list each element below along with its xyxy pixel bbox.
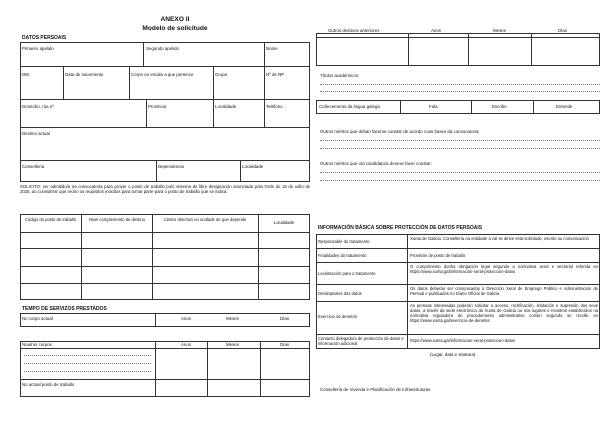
dependency-label: Dependencia (158, 164, 184, 169)
row-divider (20, 348, 310, 349)
dp-label-responsible: Responsable do tratamento (318, 239, 370, 244)
personal-data-box (20, 42, 310, 182)
row-divider (316, 334, 600, 335)
col-divider (155, 313, 156, 327)
group-label: Grupo (215, 72, 228, 77)
dp-label-legitimation: Lexitimación para o tratamento (318, 271, 376, 276)
merits-call-label: Outros méritos que deban facerse constar de acordo coas bases da convocatoria: (320, 129, 480, 134)
row-divider (20, 127, 310, 128)
table-divider (20, 248, 310, 249)
prev-months-label: Meses (493, 28, 506, 33)
row-divider (316, 301, 600, 302)
merits-other-label: Outros méritos que o/a candidato/a desexe facer constar: (320, 161, 432, 166)
galician-label: Coñecemento da lingua galega (319, 104, 380, 109)
months-label-2: Meses (226, 342, 239, 347)
col-divider (533, 100, 534, 114)
row-divider (316, 284, 600, 285)
dp-label-rights: Exercicio de dereitos (318, 314, 357, 319)
galician-speak-label: Fala (429, 104, 438, 109)
col-divider (213, 99, 214, 127)
table-divider (20, 232, 310, 233)
col-divider (240, 160, 241, 182)
col-divider (264, 99, 265, 127)
prev-posts-label: Outros destinos anteriores (328, 28, 380, 33)
prev-days-label: Días (558, 28, 568, 33)
months-label: Meses (226, 316, 239, 321)
col-divider (146, 99, 147, 127)
current-job-label: No actual posto de traballo (22, 382, 75, 387)
current-post-label: Destino actual (22, 131, 50, 136)
row-divider (316, 37, 600, 38)
dni-label: DNI (22, 72, 30, 77)
dotted-line (24, 363, 151, 364)
posts-header-unit: Centro directivo ou unidade de que depende (163, 217, 247, 222)
posts-header-level: Nivel complemento de destino (88, 217, 146, 222)
posts-header-code: Código do posto de traballo (24, 217, 77, 222)
days-label: Días (280, 316, 290, 321)
province-label: Provincia (148, 104, 167, 109)
dp-value-contact: https://www.xunta.gal/informacion-xeral-proteccion-datos (410, 338, 516, 343)
col-divider (260, 341, 261, 397)
form-title: Modelo de solicitude (142, 25, 208, 32)
dp-value-recipients: Os datos deberán ser comunicados á Dirección Xeral de Emprego Público e Administración de Persoal e publicados no Diario Oficial de Galicia (410, 286, 598, 297)
col-divider (531, 33, 532, 66)
col-divider (407, 234, 408, 349)
dp-value-legitimation: O cumprimento dunha obrigación legal segundo a normativa xeral e sectorial referida en https://www.xunta.gal/informacion-xeral-proteccion-datos (410, 264, 598, 275)
table-divider (258, 214, 259, 300)
prev-years-label: Anos (431, 28, 442, 33)
dotted-line (320, 91, 600, 92)
col-divider (207, 341, 208, 397)
name-label: Nome (266, 46, 278, 51)
row-divider (316, 262, 600, 263)
table-divider (20, 283, 310, 284)
col-divider (213, 66, 214, 99)
dp-label-contact: Contacto delegado/a de protección de datos e información adicional (318, 336, 404, 347)
years-label: Anos (181, 316, 192, 321)
col-divider (264, 42, 265, 66)
dp-label-purpose: Finalidades do tratamento (318, 253, 367, 258)
row-divider (20, 379, 310, 380)
other-corps-label: Noutros corpos (22, 342, 52, 347)
posts-header-locality: Localidade (273, 220, 295, 225)
annex-title: ANEXO II (160, 16, 190, 23)
signature-label: (Lugar, data e sinatura) (430, 352, 476, 357)
addressee-label: Consellería de Vivenda e Planificación de Infraestruturas (320, 387, 431, 392)
dotted-line (24, 371, 151, 372)
service-other-box (20, 341, 310, 397)
data-protection-heading: INFORMACIÓN BÁSICA SOBRE PROTECCIÓN DE DATOS PERSOAIS (318, 225, 483, 231)
locality-label: Localidade (215, 104, 237, 109)
col-divider (264, 66, 265, 99)
dotted-line (320, 148, 600, 149)
col-divider (63, 66, 64, 99)
second-surname-label: Segundo apelido (146, 46, 179, 51)
dp-value-rights: As persoas interesadas poderán solicitar o acceso, rectificación, limitación e supresión dos seus datos, a través da sede electrónica da Xunta de Galicia ou nos lugares e rexistros establecidos na normativa reguladora do procedemento administrativo común segundo se recolle en https://www.xunta.gal/exercicio-de-dereitos (410, 303, 598, 324)
col-divider (400, 100, 401, 114)
row-divider (20, 99, 310, 100)
table-divider (81, 214, 82, 300)
personal-data-heading: DATOS PERSOAIS (22, 35, 67, 41)
row-divider (20, 160, 310, 161)
phone-label: Teléfono (266, 104, 283, 109)
dp-label-recipients: Destinatarios dos datos (318, 291, 362, 296)
galician-understand-label: Entende (556, 104, 573, 109)
birth-date-label: Data de nacemento (65, 72, 104, 77)
col-divider (129, 66, 130, 99)
col-divider (471, 100, 472, 114)
years-label-2: Anos (181, 342, 192, 347)
request-text: SOLICITO: ser admitido/a na convocatoria para prover o posto de traballo polo sistema de libre designación anunciada pola Orde do 18 de xullo de 2025, ao considerar que reúno os requisitos exixidos para tomar parte para o posto de traballo que se indica: (20, 184, 310, 195)
col-divider (468, 33, 469, 66)
service-time-heading: TEMPO DE SERVIZOS PRESTADOS (22, 306, 107, 312)
dotted-line (320, 180, 600, 181)
locality2-label: Localidade (242, 164, 264, 169)
service-current-corps-box (20, 313, 310, 327)
corps-label: Corpo ou escala a que pertence (131, 72, 194, 77)
department-label: Consellería (22, 164, 45, 169)
table-divider (20, 266, 310, 267)
academic-label: Títulos académicos: (320, 73, 360, 78)
posts-table (20, 214, 310, 300)
galician-write-label: Escribe (492, 104, 507, 109)
address-label: Domicilio, rúa nº (22, 104, 54, 109)
dotted-line (320, 140, 600, 141)
dp-value-responsible: Xunta de Galicia. Consellería ou entidade á cal se dirixe esta solicitude, escrito ou comunicación (410, 236, 589, 241)
first-surname-label: Primeiro apelido (22, 46, 54, 51)
rp-number-label: Nº de RP (266, 72, 285, 77)
dotted-line (24, 355, 151, 356)
table-divider (152, 214, 153, 300)
col-divider (156, 160, 157, 182)
dp-value-purpose: Provisión de posto de traballo (410, 253, 466, 258)
dotted-line (320, 172, 600, 173)
col-divider (155, 341, 156, 397)
col-divider (408, 33, 409, 66)
days-label-2: Días (280, 342, 290, 347)
row-divider (316, 248, 600, 249)
dotted-line (320, 84, 600, 85)
current-corps-label: No corpo actual (22, 316, 53, 321)
col-divider (143, 42, 144, 66)
